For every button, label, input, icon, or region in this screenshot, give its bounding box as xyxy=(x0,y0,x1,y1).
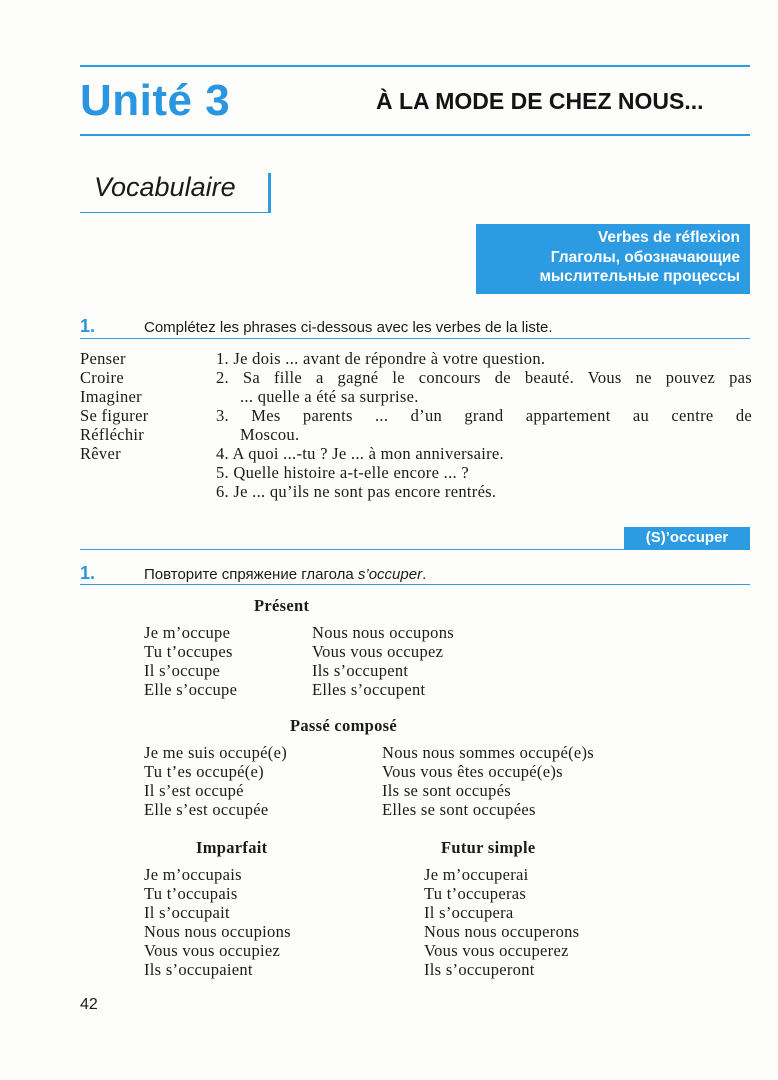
conjugation-line: Je m’occupais xyxy=(144,865,242,884)
instruction-verb: s’occuper xyxy=(357,566,423,583)
conjugation-line: Nous nous occupons xyxy=(312,623,454,642)
conjugation-line: Vous vous occuperez xyxy=(424,941,569,960)
sentence: ... quelle a été sa surprise. xyxy=(240,387,419,406)
unit-title: Unité 3 xyxy=(80,76,231,125)
conjugation-line: Ils s’occupaient xyxy=(144,960,253,979)
conjugation-line: Il s’est occupé xyxy=(144,781,244,800)
header-top-rule xyxy=(80,65,750,67)
sentence: 3. Mes parents ... d’un grand appartement au centre de xyxy=(216,406,752,425)
conjugation-line: Elles se sont occupées xyxy=(382,800,536,819)
verb-topic-box: (S)’occuper xyxy=(624,527,750,549)
header-bottom-rule xyxy=(80,134,750,136)
word-item: Imaginer xyxy=(80,387,142,406)
conjugation-line: Tu t’occupes xyxy=(144,642,233,661)
word-item: Se figurer xyxy=(80,406,149,425)
exercise-rule xyxy=(80,584,750,585)
conjugation-line: Tu t’occupais xyxy=(144,884,238,903)
conjugation-line: Tu t’occuperas xyxy=(424,884,527,903)
tense-heading-imparfait: Imparfait xyxy=(196,838,268,857)
word-item: Réfléchir xyxy=(80,425,145,444)
exercise-rule xyxy=(80,338,750,339)
topic-line: мыслительные процессы xyxy=(539,268,740,285)
conjugation-line: Ils s’occuperont xyxy=(424,960,535,979)
conjugation-line: Elle s’occupe xyxy=(144,680,238,699)
sentence: 5. Quelle histoire a-t-elle encore ... ? xyxy=(216,463,469,482)
topic-line: Глаголы, обозначающие xyxy=(550,248,740,266)
section-title-bar xyxy=(268,173,271,213)
instruction-text: Повторите спряжение глагола xyxy=(144,566,358,583)
instruction-end: . xyxy=(422,566,427,583)
conjugation-line: Vous vous êtes occupé(e)s xyxy=(382,762,563,781)
tense-heading-futur-simple: Futur simple xyxy=(441,838,536,857)
verb-box-rule xyxy=(80,549,750,550)
section-underline xyxy=(80,212,270,213)
conjugation-line: Elles s’occupent xyxy=(312,680,426,699)
conjugation-line: Nous nous occuperons xyxy=(424,922,580,941)
page-number: 42 xyxy=(80,996,98,1013)
conjugation-line: Il s’occupait xyxy=(144,903,230,922)
conjugation-line: Vous vous occupez xyxy=(312,642,444,661)
conjugation-line: Vous vous occupiez xyxy=(144,941,281,960)
conjugation-line: Ils s’occupent xyxy=(312,661,409,680)
conjugation-line: Tu t’es occupé(e) xyxy=(144,762,264,781)
exercise-instruction: Complétez les phrases ci-dessous avec les verbes de la liste. xyxy=(144,319,553,336)
word-item: Penser xyxy=(80,349,126,368)
conjugation-line: Je me suis occupé(e) xyxy=(144,743,287,762)
tense-heading-present: Présent xyxy=(254,596,310,615)
sentence: 2. Sa fille a gagné le concours de beauté. Vous ne pouvez pas xyxy=(216,368,752,387)
sentence: 1. Je dois ... avant de répondre à votre question. xyxy=(216,349,546,368)
sentence: 4. A quoi ...-tu ? Je ... à mon anniversaire. xyxy=(216,444,504,463)
sentence: 6. Je ... qu’ils ne sont pas encore rentrés. xyxy=(216,482,497,501)
unit-subtitle: À LA MODE DE CHEZ NOUS... xyxy=(376,88,704,114)
conjugation-line: Je m’occuperai xyxy=(424,865,529,884)
conjugation-line: Nous nous occupions xyxy=(144,922,291,941)
conjugation-line: Il s’occupera xyxy=(424,903,514,922)
word-item: Croire xyxy=(80,368,124,387)
topic-box xyxy=(476,224,750,294)
conjugation-line: Ils se sont occupés xyxy=(382,781,511,800)
exercise-instruction xyxy=(144,566,426,583)
tense-heading-passe-compose: Passé composé xyxy=(290,716,398,735)
exercise-number: 1. xyxy=(80,316,96,336)
conjugation-line: Nous nous sommes occupé(e)s xyxy=(382,743,595,762)
topic-line: Verbes de réflexion xyxy=(597,229,740,246)
word-item: Rêver xyxy=(80,444,121,463)
conjugation-line: Elle s’est occupée xyxy=(144,800,269,819)
exercise-number: 1. xyxy=(80,563,96,583)
conjugation-line: Je m’occupe xyxy=(144,623,231,642)
conjugation-line: Il s’occupe xyxy=(144,661,221,680)
sentence: Moscou. xyxy=(240,425,300,444)
section-title: Vocabulaire xyxy=(94,172,236,202)
